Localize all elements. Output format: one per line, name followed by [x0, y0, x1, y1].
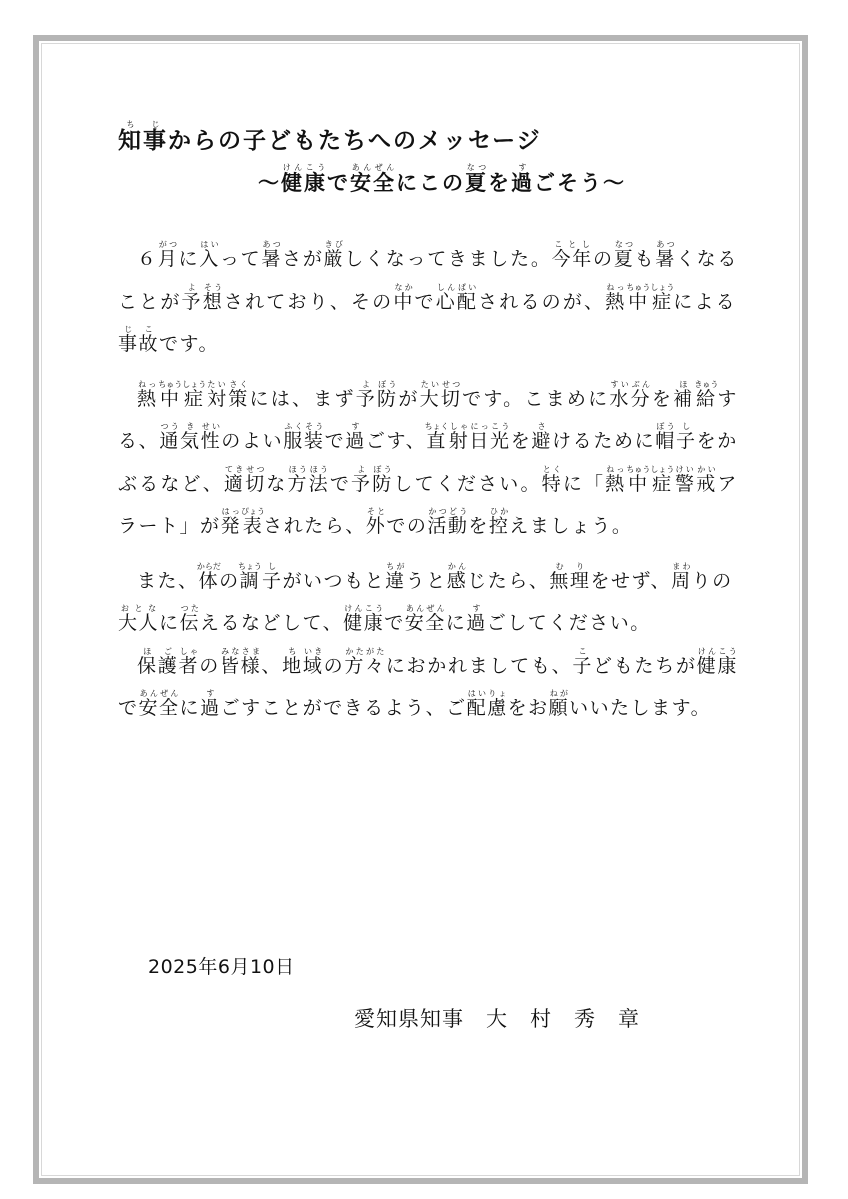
document-title: 知ち事じからの子どもたちへのメッセージ: [118, 120, 542, 154]
title-rest: からの子どもたちへのメッセージ: [168, 128, 542, 154]
document-body: [118, 120, 738, 742]
document-subtitle: ～健けん康こうで安あん全ぜんにこの夏なつを過すごそう～: [258, 163, 626, 195]
paragraph-3: また、体からだの調ちょう子しがいつもと違ちがうと感かんじたら、無む理りをせず、周まわりの大人おとなに伝つたえるなどして、健けん康こうで安あん全ぜんに過すごしてください。: [118, 561, 733, 634]
paragraph-1: ６月がつに入はいって暑あつさが厳きびしくなってきました。今年ことしの夏なつも暑あつくなることが予よ想そうされており、その中なかで心しん配ぱいされるのが、熱ねっ中ちゅう症しょうによる事じ故こです。: [118, 240, 738, 355]
document-date: 2025年6月10日: [148, 956, 295, 978]
governor-signature: 愛知県知事 大 村 秀 章: [354, 1007, 640, 1031]
message-body: [118, 238, 738, 730]
paragraph-4: 保ほ護ご者しゃの皆みな様さま、地ち域いきの方々かたがたにおかれましても、子こどもたちが健けん康こうで安あん全ぜんに過すごすことができるよう、ご配はい慮りょをお願ねがいいたします。: [118, 646, 738, 719]
paragraph-2: 熱ねっ中ちゅう症しょう対たい策さくには、まず予よ防ぼうが大たい切せつです。こまめに水すい分ぶんを補ほ給きゅうする、通つう気き性せいのよい服ふく装そうで過すごす、直ちょく射しゃ日にっ光こうを避さけるために帽ぼう子しをかぶるなど、適てき切せつな方ほう法ほうで予よ防ぼうしてください。特とくに「熱ねっ中ちゅう症しょう警けい戒かいアラート」が発はっ表ぴょうされたら、外そとでの活かつ動どうを控ひかえましょう。: [118, 379, 738, 537]
